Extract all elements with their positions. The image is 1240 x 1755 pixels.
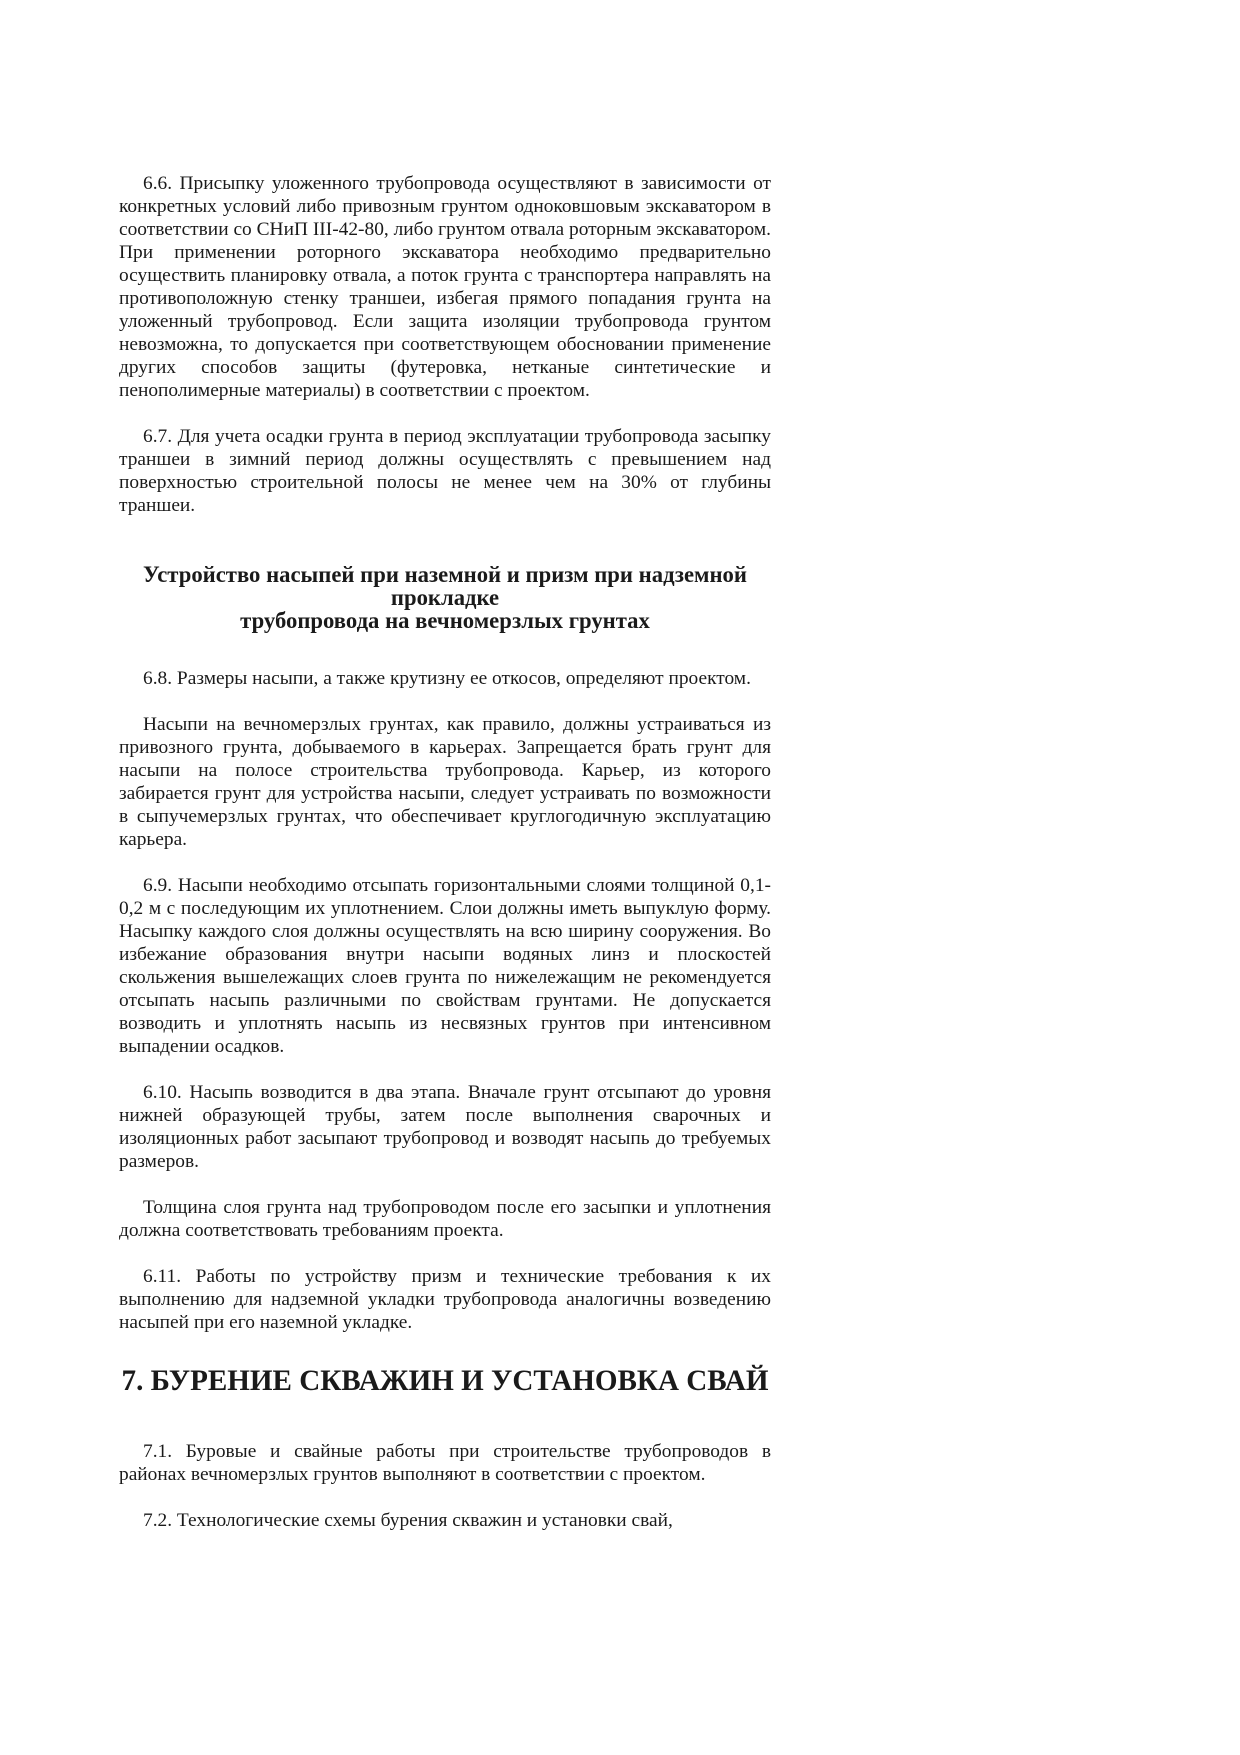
paragraph-6-11: 6.11. Работы по устройству призм и технические требования к их выполнению для надземной укладки трубопровода аналогичны возведению насыпей при его наземной укладке. [119,1266,771,1333]
paragraph-spacer [119,851,771,874]
section-spacer [119,517,771,563]
paragraph-6-9: 6.9. Насыпи необходимо отсыпать горизонтальными слоями толщиной 0,1-0,2 м с последующим их уплотнением. Слои должны иметь выпуклую форму. Насыпку каждого слоя должны осуществлять на всю ширину сооружения. Во избежание образования внутри насыпи водяных линз и плоскостей скольжения вышележащих слоев грунта по нижележащим не рекомендуется отсыпать насыпь различными по свойствам грунтами. Не допускается возводить и уплотнять насыпь из несвязных грунтов при интенсивном выпадении осадков. [119,875,771,1057]
paragraph-7-1: 7.1. Буровые и свайные работы при строительстве трубопроводов в районах вечномерзлых грунтов выполняют в соответствии с проектом. [119,1441,771,1485]
section-spacer [119,632,771,667]
section-spacer [119,1393,771,1440]
paragraph-6-8-continued: Насыпи на вечномерзлых грунтах, как правило, должны устраиваться из привозного грунта, добываемого в карьерах. Запрещается брать грунт для насыпи на полосе строительства трубопровода. Карьер, из которого забирается грунт для устройства насыпи, следует устраивать по возможности в сыпучемерзлых грунтах, что обеспечивает круглогодичную эксплуатацию карьера. [119,714,771,850]
paragraph-spacer [119,690,771,713]
paragraph-spacer [119,1173,771,1196]
paragraph-spacer [119,1486,771,1509]
paragraph-6-10: 6.10. Насыпь возводится в два этапа. Вначале грунт отсыпают до уровня нижней образующей трубы, затем после выполнения сварочных и изоляционных работ засыпают трубопровод и возводят насыпь до требуемых размеров. [119,1082,771,1172]
paragraph-6-8: 6.8. Размеры насыпи, а также крутизну ее откосов, определяют проектом. [143,668,751,689]
paragraph-7-2: 7.2. Технологические схемы бурения скважин и установки свай, [143,1510,673,1531]
paragraph-6-7: 6.7. Для учета осадки грунта в период эксплуатации трубопровода засыпку траншеи в зимний период должны осуществлять с превышением над поверхностью строительной полосы не менее чем на 30% от глубины траншеи. [119,426,771,516]
paragraph-spacer [119,1058,771,1081]
section-7-heading: 7. БУРЕНИЕ СКВАЖИН И УСТАНОВКА СВАЙ [121,1365,769,1397]
text-column [119,172,771,1532]
paragraph-spacer [119,1242,771,1265]
subsection-heading-line-1: Устройство насыпей при наземной и призм при надземной [143,562,747,587]
subsection-heading [119,563,771,632]
paragraph-spacer [119,402,771,425]
subsection-heading-line-3: трубопровода на вечномерзлых грунтах [240,608,650,633]
paragraph-6-6: 6.6. Присыпку уложенного трубопровода осуществляют в зависимости от конкретных условий либо привозным грунтом одноковшовым экскаватором в соответствии со СНиП III-42-80, либо грунтом отвала роторным экскаватором. При применении роторного экскаватора необходимо предварительно осуществить планировку отвала, а поток грунта с транспортера направлять на противоположную стенку траншеи, избегая прямого попадания грунта на уложенный трубопровод. Если защита изоляции трубопровода грунтом невозможна, то допускается при соответствующем обосновании применение других способов защиты (футеровка, нетканые синтетические и пенополимерные материалы) в соответствии с проектом. [119,173,771,401]
subsection-heading-line-2: прокладке [390,585,500,610]
paragraph-6-10-continued: Толщина слоя грунта над трубопроводом после его засыпки и уплотнения должна соответствовать требованиям проекта. [119,1197,771,1241]
